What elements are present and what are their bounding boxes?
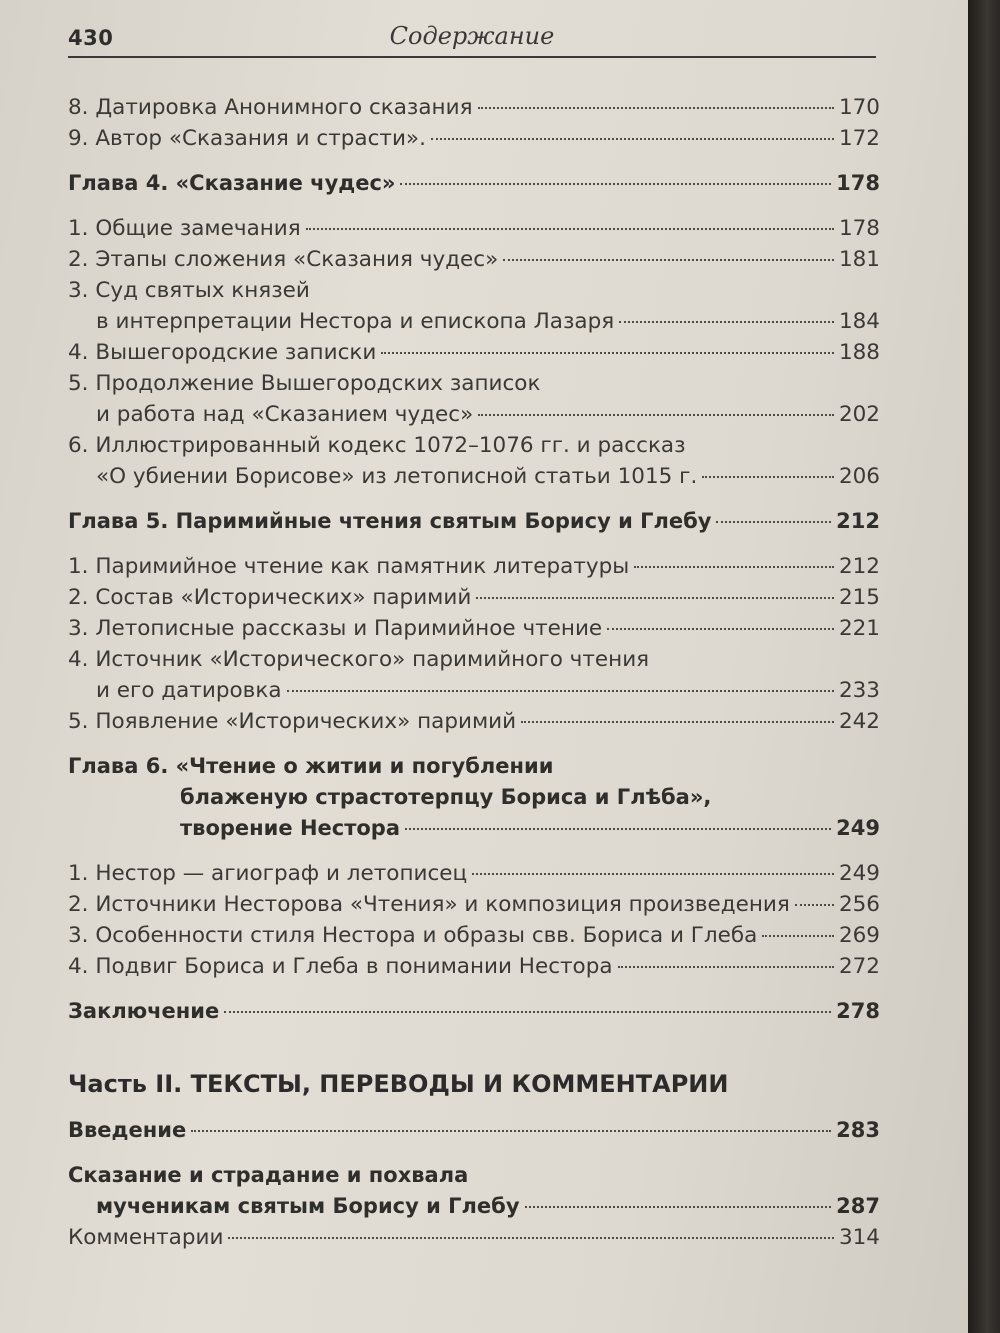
toc-entry-label: 1. Паримийное чтение как памятник литературы xyxy=(68,554,630,579)
background-edge xyxy=(968,0,1000,1333)
chapter-title-line1: Глава 6. «Чтение о житии и погублении xyxy=(68,754,554,778)
page-number: 430 xyxy=(68,26,114,50)
conclusion-entry xyxy=(68,996,880,1027)
toc-entry-label: 1. Нестор — агиограф и летописец xyxy=(68,861,468,886)
toc-entry-label: «О убиении Борисове» из летописной статьи 1015 г. xyxy=(96,464,698,489)
dot-leader xyxy=(716,521,831,523)
chapter-page: 249 xyxy=(836,816,880,840)
toc-entry-label: 2. Источники Несторова «Чтения» и композиция произведения xyxy=(68,892,790,917)
toc-entry-label: 5. Появление «Исторических» паримий xyxy=(68,709,517,734)
chapter-heading xyxy=(68,168,880,199)
toc-entry-label: и его датировка xyxy=(96,678,282,703)
toc-entry xyxy=(68,306,880,337)
dot-leader xyxy=(472,873,834,875)
dot-leader xyxy=(431,138,834,140)
toc-entry-page: 249 xyxy=(838,861,880,886)
dot-leader xyxy=(525,1206,832,1208)
toc-entry-page: 212 xyxy=(838,554,880,579)
toc-entry-page: 181 xyxy=(838,247,880,272)
dot-leader xyxy=(795,904,834,906)
part-heading: Часть II. ТЕКСТЫ, ПЕРЕВОДЫ И КОММЕНТАРИИ xyxy=(68,1070,729,1098)
toc-entry xyxy=(68,920,880,951)
toc-entry-line1: 5. Продолжение Вышегородских записок xyxy=(68,371,541,396)
toc-entry-page: 184 xyxy=(838,309,880,334)
skazanie-title-line1: Сказание и страдание и похвала xyxy=(68,1163,469,1187)
toc-entry-page: 272 xyxy=(838,954,880,979)
chapter-title: Глава 4. «Сказание чудес» xyxy=(68,171,396,195)
chapter-title: Глава 5. Паримийные чтения святым Борису и Глебу xyxy=(68,509,712,533)
comments-page: 314 xyxy=(838,1225,880,1250)
dot-leader xyxy=(607,628,834,630)
toc-entry-page: 256 xyxy=(838,892,880,917)
toc-entry xyxy=(68,613,880,644)
toc-entry-label: 3. Особенности стиля Нестора и образы свв. Бориса и Глеба xyxy=(68,923,758,948)
intro-page: 283 xyxy=(836,1118,880,1142)
dot-leader xyxy=(478,107,834,109)
toc-entry xyxy=(68,244,880,275)
toc-entry-page: 188 xyxy=(838,340,880,365)
toc-entry xyxy=(68,706,880,737)
chapter-title-line3: творение Нестора xyxy=(180,816,401,840)
dot-leader xyxy=(405,828,831,830)
toc-entry-page: 215 xyxy=(838,585,880,610)
chapter-title-line2: блаженую страстотерпцу Бориса и Глѣба», xyxy=(180,785,712,809)
toc-entry xyxy=(68,399,880,430)
toc-entry-label: 8. Датировка Анонимного сказания xyxy=(68,95,473,120)
intro-label: Введение xyxy=(68,1118,187,1142)
toc-entry xyxy=(68,951,880,982)
dot-leader xyxy=(521,721,834,723)
toc-entry-label: 3. Летописные рассказы и Паримийное чтение xyxy=(68,616,603,641)
dot-leader xyxy=(618,966,834,968)
toc-entry xyxy=(68,461,880,492)
section-title: Содержание xyxy=(389,22,555,50)
toc-entry-page: 202 xyxy=(838,402,880,427)
chapter-heading xyxy=(68,813,880,844)
dot-leader xyxy=(306,228,834,230)
toc-entry-label: 4. Подвиг Бориса и Глеба в понимании Нестора xyxy=(68,954,613,979)
toc-entry-page: 269 xyxy=(838,923,880,948)
dot-leader xyxy=(224,1011,831,1013)
toc-entry-page: 206 xyxy=(838,464,880,489)
toc-entry-label: 4. Вышегородские записки xyxy=(68,340,377,365)
chapter-page: 178 xyxy=(836,171,880,195)
toc-entry xyxy=(68,582,880,613)
conclusion-label: Заключение xyxy=(68,999,220,1023)
dot-leader xyxy=(762,935,834,937)
dot-leader xyxy=(503,259,834,261)
toc-entry xyxy=(68,551,880,582)
toc-entry xyxy=(68,123,880,154)
toc-entry-page: 221 xyxy=(838,616,880,641)
toc-entry-page: 233 xyxy=(838,678,880,703)
dot-leader xyxy=(287,690,834,692)
comments-entry xyxy=(68,1222,880,1253)
toc-entry-page: 242 xyxy=(838,709,880,734)
dot-leader xyxy=(381,352,834,354)
toc-entry-label: 1. Общие замечания xyxy=(68,216,301,241)
comments-label: Комментарии xyxy=(68,1225,224,1250)
toc-entry-line1: 3. Суд святых князей xyxy=(68,278,310,303)
dot-leader xyxy=(191,1130,831,1132)
toc-entry xyxy=(68,675,880,706)
toc-entry-line1: 4. Источник «Исторического» паримийного чтения xyxy=(68,647,650,672)
toc-entry-label: в интерпретации Нестора и епископа Лазаря xyxy=(96,309,615,334)
running-head xyxy=(68,22,876,58)
toc-entry-page: 170 xyxy=(838,95,880,120)
toc-entry xyxy=(68,889,880,920)
toc-entry-label: и работа над «Сказанием чудес» xyxy=(96,402,474,427)
chapter-heading xyxy=(68,506,880,537)
table-of-contents xyxy=(68,92,880,1253)
chapter-page: 212 xyxy=(836,509,880,533)
toc-entry-page: 178 xyxy=(838,216,880,241)
skazanie-page: 287 xyxy=(836,1194,880,1218)
dot-leader xyxy=(228,1237,834,1239)
toc-entry xyxy=(68,858,880,889)
dot-leader xyxy=(478,414,834,416)
toc-entry-page: 172 xyxy=(838,126,880,151)
dot-leader xyxy=(400,183,831,185)
dot-leader xyxy=(476,597,834,599)
toc-entry xyxy=(68,92,880,123)
dot-leader xyxy=(619,321,834,323)
skazanie-label: мученикам святым Борису и Глебу xyxy=(96,1194,520,1218)
toc-entry-label: 2. Этапы сложения «Сказания чудес» xyxy=(68,247,499,272)
toc-entry xyxy=(68,213,880,244)
dot-leader xyxy=(634,566,834,568)
intro-entry xyxy=(68,1115,880,1146)
toc-entry-label: 9. Автор «Сказания и страсти». xyxy=(68,126,426,151)
toc-entry-line1: 6. Иллюстрированный кодекс 1072–1076 гг. и рассказ xyxy=(68,433,686,458)
conclusion-page: 278 xyxy=(836,999,880,1023)
dot-leader xyxy=(702,476,834,478)
toc-entry-label: 2. Состав «Исторических» паримий xyxy=(68,585,472,610)
skazanie-entry xyxy=(68,1191,880,1222)
toc-entry xyxy=(68,337,880,368)
